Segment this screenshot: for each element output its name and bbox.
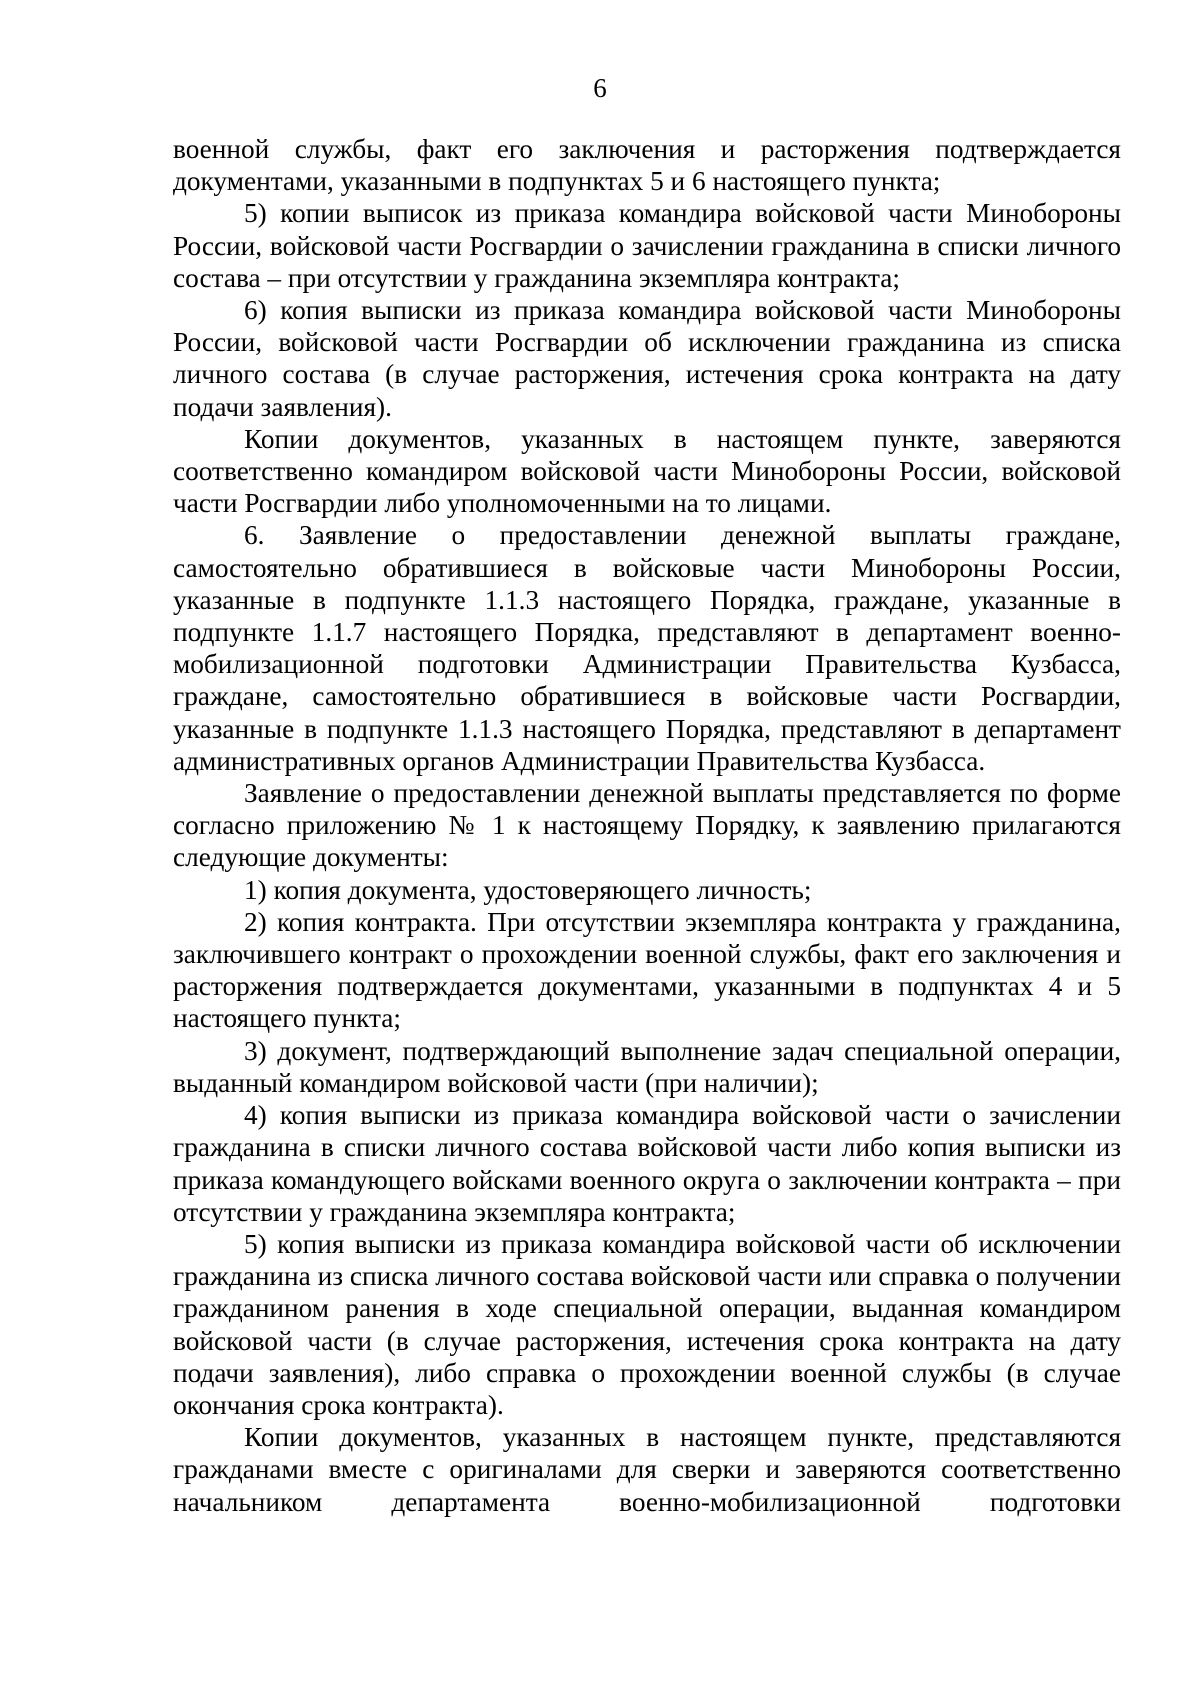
paragraph-doc-5: 5) копия выписки из приказа командира войсковой части об исключении гражданина из списка личного состава войсковой части или справка о получении гражданином ранения в ходе специальной операции, выданная командиром войсковой части (в случае расторжения, истечения срока контракта на дату подачи заявления), либо справка о прохождении военной службы (в случае окончания срока контракта). — [173, 1228, 1121, 1420]
paragraph-doc-1: 1) копия документа, удостоверяющего личность; — [244, 874, 812, 905]
paragraph-continuation: военной службы, факт его заключения и расторжения подтверждается документами, указанными в подпунктах 5 и 6 настоящего пункта; — [173, 134, 1121, 197]
paragraph-item-5-extracts: 5) копии выписок из приказа командира войсковой части Минобороны России, войсковой части Росгвардии о зачислении гражданина в списки личного состава – при отсутствии у гражданина экземпляра контракта; — [173, 198, 1121, 293]
paragraph-doc-2: 2) копия контракта. При отсутствии экземпляра контракта у гражданина, заключившего контракт о прохождении военной службы, факт его заключения и расторжения подтверждается документами, указанными в подпунктах 4 и 5 настоящего пункта; — [173, 906, 1121, 1034]
paragraph-doc-4: 4) копия выписки из приказа командира войсковой части о зачислении гражданина в списки личного состава войсковой части либо копия выписки из приказа командующего войсками военного округа о заключении контракта – при отсутствии у гражданина экземпляра контракта; — [173, 1100, 1121, 1227]
paragraph-doc-3: 3) документ, подтверждающий выполнение задач специальной операции, выданный командиром войсковой части (при наличии); — [173, 1035, 1121, 1098]
paragraph-section-6: 6. Заявление о предоставлении денежной выплаты граждане, самостоятельно обратившиеся в войсковые части Минобороны России, указанные в подпункте 1.1.3 настоящего Порядка, граждане, указанные в подпункте 1.1.7 настоящего Порядка, представляют в департамент военно-мобилизационной подготовки Администрации Правительства Кузбасса, граждане, самостоятельно обратившиеся в войсковые части Росгвардии, указанные в подпункте 1.1.3 настоящего Порядка, представляют в департамент административных органов Администрации Правительства Кузбасса. — [173, 520, 1121, 776]
document-body — [173, 133, 1121, 1518]
paragraph-application-form: Заявление о предоставлении денежной выплаты представляется по форме согласно приложению № 1 к настоящему Порядку, к заявлению прилагаются следующие документы: — [173, 778, 1121, 873]
page-number: 6 — [593, 73, 607, 103]
paragraph-item-6-extract: 6) копия выписки из приказа командира войсковой части Минобороны России, войсковой части Росгвардии об исключении гражданина из списка личного состава (в случае расторжения, истечения срока контракта на дату подачи заявления). — [173, 295, 1121, 422]
paragraph-copies-certification: Копии документов, указанных в настоящем пункте, заверяются соответственно командиром войсковой части Минобороны России, войсковой части Росгвардии либо уполномоченными на то лицами. — [173, 423, 1121, 519]
paragraph-copies-submission: Копии документов, указанных в настоящем пункте, представляются гражданами вместе с оригиналами для сверки и заверяются соответственно начальником департамента военно-мобилизационной подготовки — [173, 1422, 1121, 1517]
